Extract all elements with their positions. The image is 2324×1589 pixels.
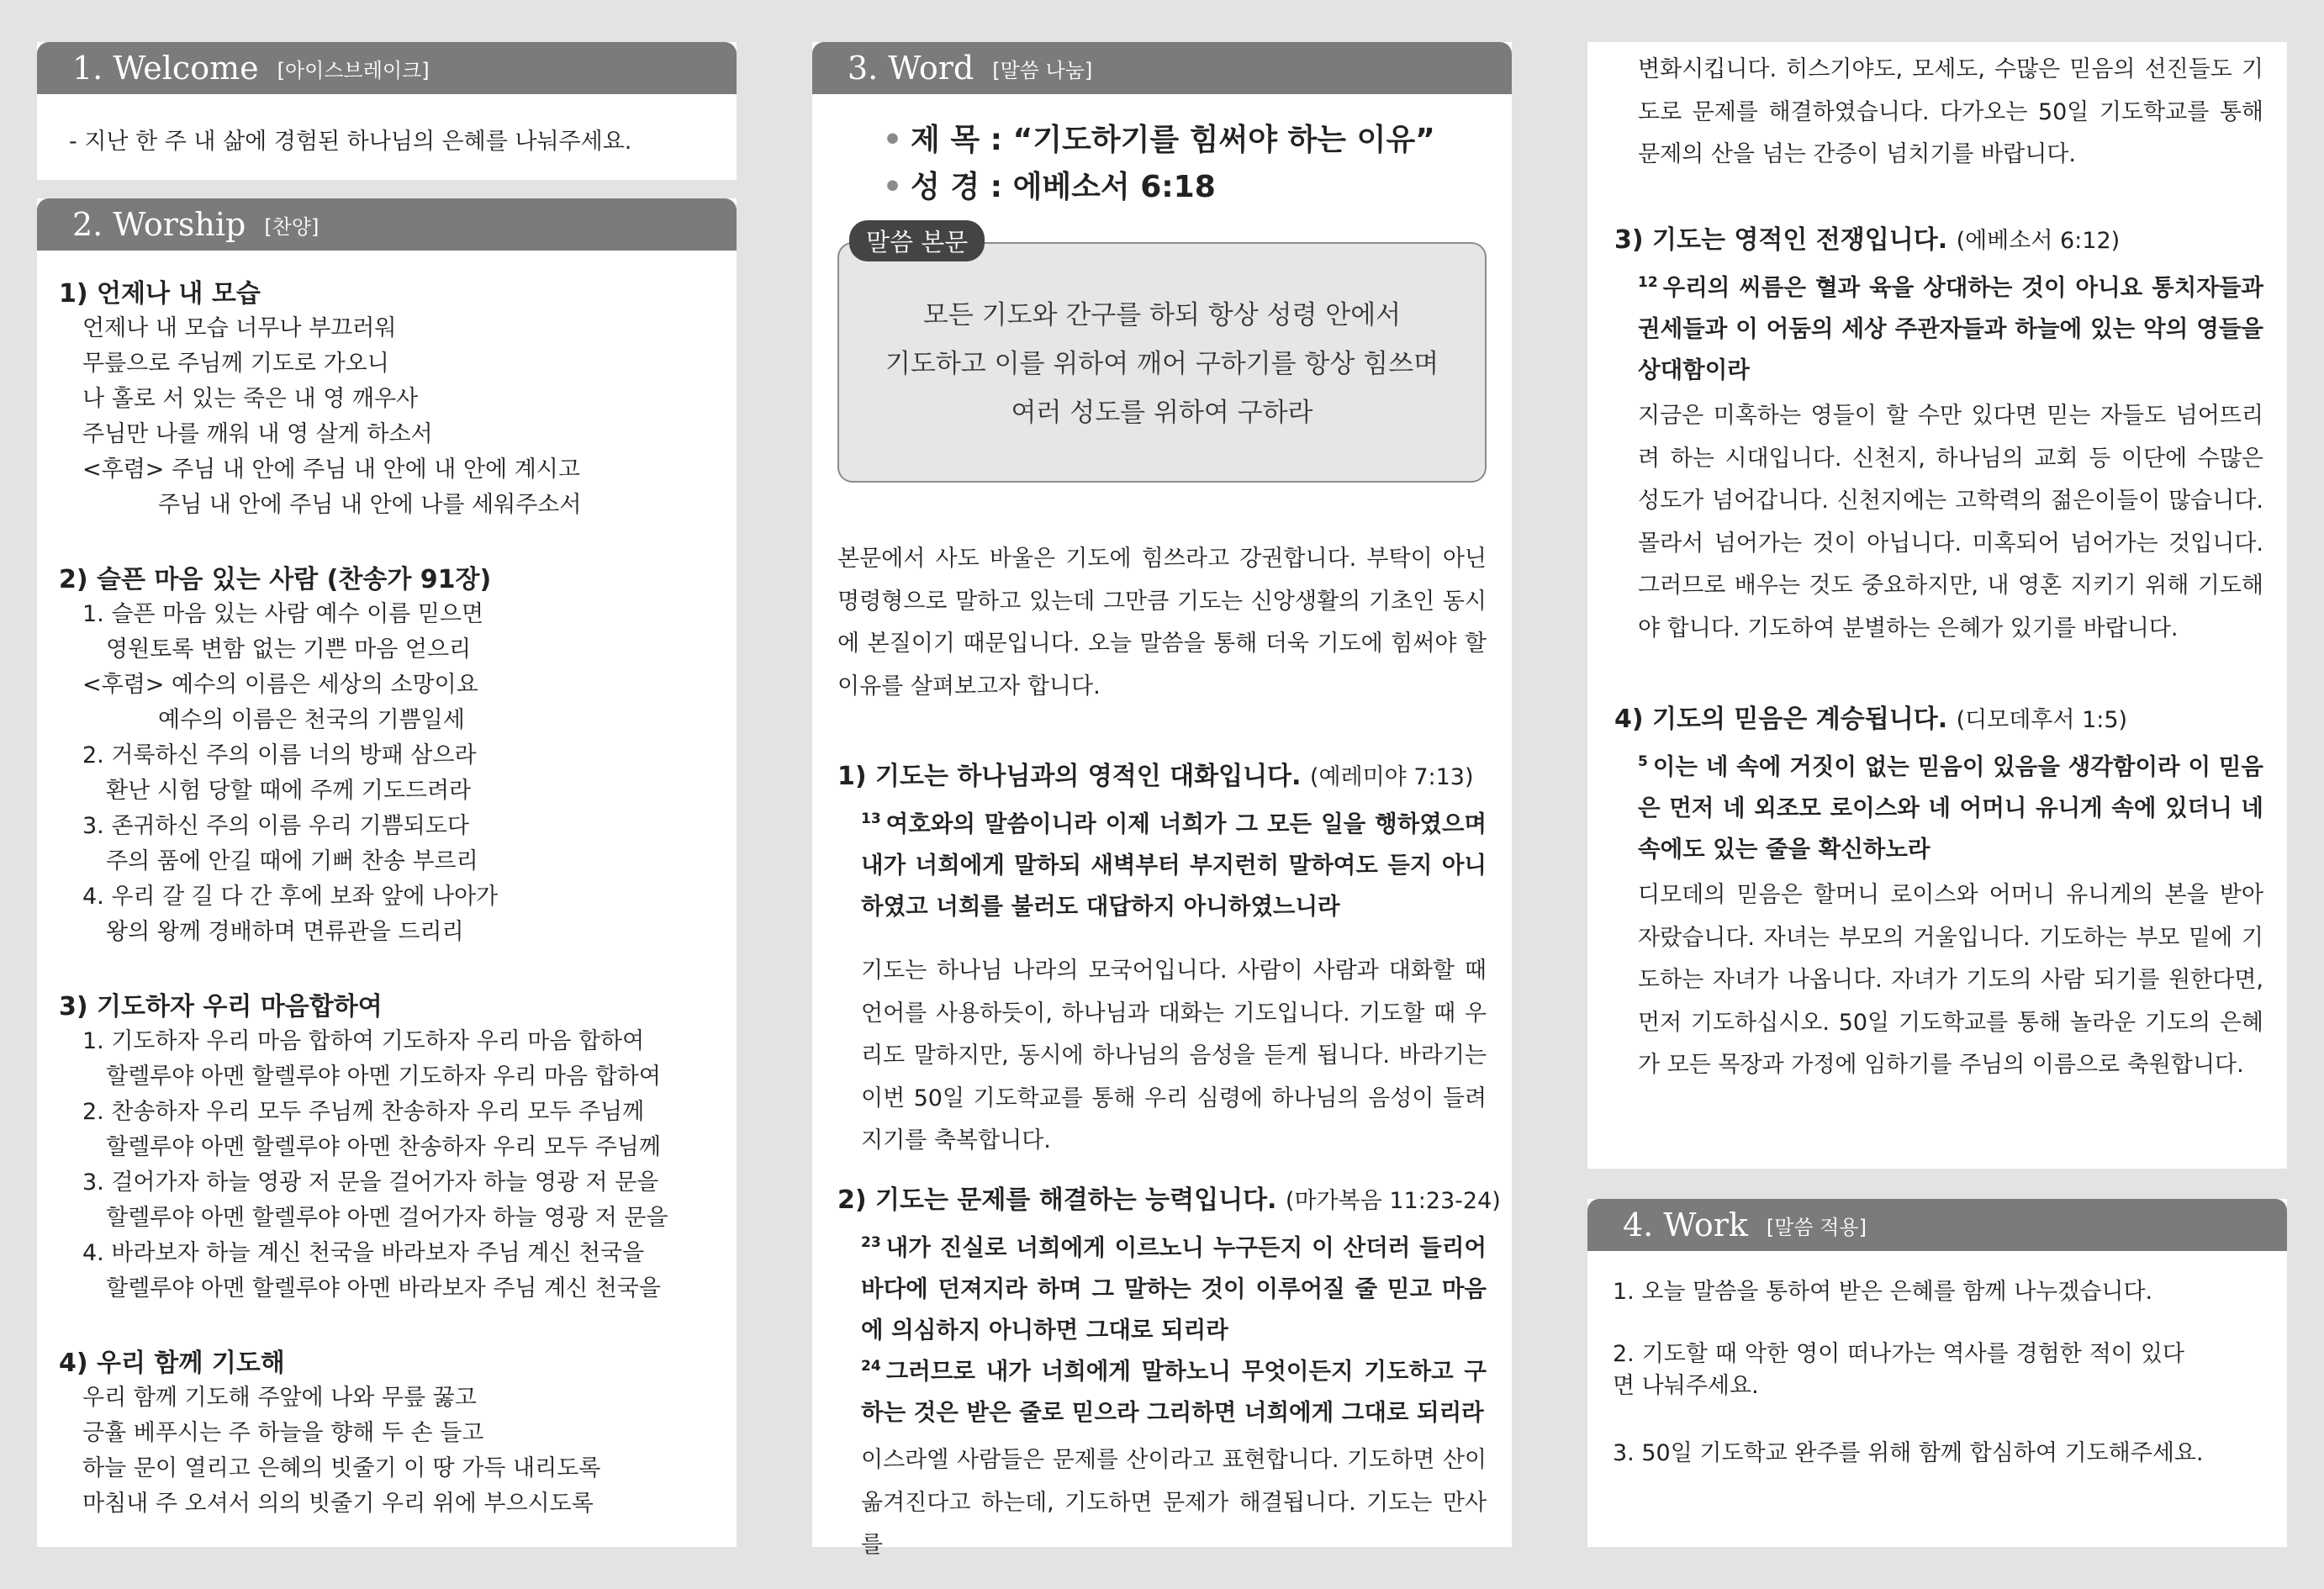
scripture-box-lines bbox=[839, 291, 1485, 437]
song-line: 할렐루야 아멘 할렐루야 아멘 찬송하자 우리 모두 주님께 bbox=[106, 1134, 661, 1160]
song-line: 2. 거룩하신 주의 이름 너의 방패 삼으라 bbox=[82, 742, 477, 768]
point-heading bbox=[1614, 698, 2127, 735]
welcome-text: - 지난 한 주 내 삶에 경험된 하나님의 은혜를 나눠주세요. bbox=[69, 129, 632, 155]
song-line: 긍휼 베푸시는 주 하늘을 향해 두 손 들고 bbox=[82, 1420, 484, 1446]
verse-number: 13 bbox=[861, 810, 881, 827]
bullet-icon: • bbox=[883, 123, 903, 157]
welcome-tag: [아이스브레이크] bbox=[277, 58, 430, 82]
verse-number: 23 bbox=[861, 1234, 881, 1251]
verse-body: 내가 진실로 너희에게 이르노니 누구든지 이 산더러 들리어 바다에 던져지라 하며 그 말하는 것이 이루어질 줄 믿고 마음에 의심하지 아니하면 그대로 되리라 bbox=[861, 1234, 1487, 1344]
song-line: 언제나 내 모습 너무나 부끄러워 bbox=[82, 315, 397, 341]
word-title: 3. Word bbox=[848, 50, 974, 87]
point-heading-text: 3) 기도는 영적인 전쟁입니다. bbox=[1614, 225, 1948, 255]
song-line: 3. 걸어가자 하늘 영광 저 문을 걸어가자 하늘 영광 저 문을 bbox=[82, 1169, 659, 1196]
point-heading-text: 4) 기도의 믿음은 계승됩니다. bbox=[1614, 705, 1948, 734]
point-body: 이스라엘 사람들은 문제를 산이라고 표현합니다. 기도하면 산이 옮겨진다고 하는데, 기도하면 문제가 해결됩니다. 기도는 만사를 bbox=[861, 1447, 1487, 1558]
work-tag: [말씀 적용] bbox=[1766, 1215, 1867, 1239]
scripture-row bbox=[883, 163, 1216, 206]
point-ref: (예레미야 7:13) bbox=[1309, 764, 1474, 790]
work-header bbox=[1587, 1199, 2287, 1251]
song-line: <후렴> 주님 내 안에 주님 내 안에 내 안에 계시고 bbox=[82, 457, 580, 483]
song-line: 할렐루야 아멘 할렐루야 아멘 기도하자 우리 마음 합하여 bbox=[106, 1064, 661, 1090]
song-line: 마침내 주 오셔서 의의 빗줄기 우리 위에 부으시도록 bbox=[82, 1491, 594, 1517]
point-heading bbox=[837, 1179, 1501, 1216]
scripture-line: 여러 성도를 위하여 구하라 bbox=[1011, 398, 1313, 428]
point-heading bbox=[837, 755, 1474, 792]
song-line: 2. 찬송하자 우리 모두 주님께 찬송하자 우리 모두 주님께 bbox=[82, 1099, 645, 1125]
welcome-section bbox=[37, 42, 737, 180]
song-line: 할렐루야 아멘 할렐루야 아멘 바라보자 주님 계신 천국을 bbox=[106, 1275, 661, 1301]
song-line: 주님 내 안에 주님 내 안에 나를 세워주소서 bbox=[158, 492, 582, 518]
scripture-line: 기도하고 이를 위하여 깨어 구하기를 항상 힘쓰며 bbox=[885, 349, 1439, 379]
verse-text bbox=[861, 799, 1487, 927]
sermon-title-row bbox=[883, 116, 1435, 159]
worship-header bbox=[37, 198, 737, 251]
continued-text: 변화시킵니다. 히스기야도, 모세도, 수많은 믿음의 선진들도 기도로 문제를 해결하였습니다. 다가오는 50일 기도학교를 통해 문제의 산을 넘는 간증이 넘치기를 바랍니다. bbox=[1638, 56, 2263, 167]
song-title: 4) 우리 함께 기도해 bbox=[59, 1349, 285, 1378]
worship-title: 2. Worship bbox=[72, 206, 246, 243]
sermon-title: “기도하기를 힘써야 하는 이유” bbox=[1012, 123, 1435, 157]
song-line: 4. 우리 갈 길 다 간 후에 보좌 앞에 나아가 bbox=[82, 884, 499, 910]
work-title: 4. Work bbox=[1623, 1206, 1748, 1243]
verse-body: 우리의 씨름은 혈과 육을 상대하는 것이 아니요 통치자들과 권세들과 이 어둠의 세상 주관자들과 하늘에 있는 악의 영들을 상대함이라 bbox=[1638, 274, 2263, 384]
verse-body: 그러므로 내가 너희에게 말하노니 무엇이든지 기도하고 구하는 것은 받은 줄로 믿으라 그리하면 너희에게 그대로 되리라 bbox=[861, 1358, 1487, 1427]
song-line: 하늘 문이 열리고 은혜의 빗줄기 이 땅 가득 내리도록 bbox=[82, 1455, 601, 1481]
work-item: 1. 오늘 말씀을 통하여 받은 은혜를 함께 나누겠습니다. bbox=[1613, 1279, 2153, 1305]
work-item: 2. 기도할 때 악한 영이 떠나가는 역사를 경험한 적이 있다면 나눠주세요. bbox=[1613, 1341, 2184, 1399]
song-line: 1. 기도하자 우리 마음 합하여 기도하자 우리 마음 합하여 bbox=[82, 1028, 645, 1054]
sermon-intro: 본문에서 사도 바울은 기도에 힘쓰라고 강권합니다. 부탁이 아닌 명령형으로 말하고 있는데 그만큼 기도는 신앙생활의 기초인 동시에 본질이기 때문입니다. 오늘 말씀을 통해 더욱 기도에 힘써야 할 이유를 살펴보고자 합니다. bbox=[837, 546, 1487, 699]
scripture-box bbox=[837, 242, 1487, 483]
word-tag: [말씀 나눔] bbox=[992, 58, 1093, 82]
song-line: 3. 존귀하신 주의 이름 우리 기쁨되도다 bbox=[82, 813, 469, 839]
song-line: 예수의 이름은 천국의 기쁨일세 bbox=[158, 707, 465, 733]
work-section bbox=[1587, 1199, 2287, 1547]
scripture-label: 성 경 : bbox=[911, 170, 1003, 204]
point-heading-text: 2) 기도는 문제를 해결하는 능력입니다. bbox=[837, 1185, 1277, 1215]
word-continued-section bbox=[1587, 42, 2287, 1169]
point-body: 지금은 미혹하는 영들이 할 수만 있다면 믿는 자들도 넘어뜨리려 하는 시대입니다. 신천지, 하나님의 교회 등 이단에 수많은 성도가 넘어갑니다. 신천지에는 고학력의 젊은이들이 많습니다. 몰라서 넘어가는 것이 아닙니다. 미혹되어 넘어가는 것입니다. 그러므로 배우는 것도 중요하지만, 내 영혼 지키기 위해 기도해야 합니다. 기도하여 분별하는 은혜가 있기를 바랍니다. bbox=[1638, 403, 2263, 641]
verse-text bbox=[1638, 262, 2263, 391]
song-line: 환난 시험 당할 때에 주께 기도드려라 bbox=[106, 778, 472, 804]
word-section bbox=[812, 42, 1512, 1558]
verse-number: 24 bbox=[861, 1358, 881, 1375]
verse-text bbox=[861, 1346, 1487, 1433]
verse-body: 이는 네 속에 거짓이 없는 믿음이 있음을 생각함이라 이 믿음은 먼저 네 외조모 로이스와 네 어머니 유니게 속에 있더니 네 속에도 있는 줄을 확신하노라 bbox=[1638, 753, 2263, 863]
song-line: 주님만 나를 깨워 내 영 살게 하소서 bbox=[82, 421, 433, 447]
point-heading bbox=[1614, 219, 2120, 256]
point-body: 디모데의 믿음은 할머니 로이스와 어머니 유니게의 본을 받아 자랐습니다. 자녀는 부모의 거울입니다. 기도하는 부모 밑에 기도하는 자녀가 나옵니다. 자녀가 기도의 사람 되기를 원한다면, 먼저 기도하십시오. 50일 기도학교를 통해 놀라운 기도의 은혜가 모든 목장과 가정에 임하기를 주님의 이름으로 축원합니다. bbox=[1638, 882, 2263, 1078]
word-header bbox=[812, 42, 1512, 94]
point-ref: (디모데후서 1:5) bbox=[1956, 707, 2128, 733]
song-line: 할렐루야 아멘 할렐루야 아멘 걸어가자 하늘 영광 저 문을 bbox=[106, 1205, 668, 1231]
song-title: 1) 언제나 내 모습 bbox=[59, 279, 261, 309]
song-line: 왕의 왕께 경배하며 면류관을 드리리 bbox=[106, 919, 464, 945]
scripture-box-label: 말씀 본문 bbox=[849, 220, 985, 261]
work-item: 3. 50일 기도학교 완주를 위해 함께 합심하여 기도해주세요. bbox=[1613, 1440, 2204, 1466]
verse-number: 12 bbox=[1638, 274, 1658, 291]
bullet-icon: • bbox=[883, 170, 903, 204]
point-ref: (마가복음 11:23-24) bbox=[1285, 1188, 1501, 1214]
verse-text bbox=[1638, 742, 2263, 870]
song-line: 주의 품에 안길 때에 기뻐 찬송 부르리 bbox=[106, 848, 478, 874]
point-ref: (에베소서 6:12) bbox=[1956, 228, 2121, 254]
song-line: 4. 바라보자 하늘 계신 천국을 바라보자 주님 계신 천국을 bbox=[82, 1240, 645, 1266]
point-heading-text: 1) 기도는 하나님과의 영적인 대화입니다. bbox=[837, 762, 1302, 791]
welcome-header bbox=[37, 42, 737, 94]
worship-tag: [찬양] bbox=[264, 214, 320, 239]
welcome-title: 1. Welcome bbox=[72, 50, 259, 87]
verse-number: 5 bbox=[1638, 753, 1648, 770]
song-line: <후렴> 예수의 이름은 세상의 소망이요 bbox=[82, 672, 478, 698]
point-body: 기도는 하나님 나라의 모국어입니다. 사람이 사람과 대화할 때 언어를 사용하듯이, 하나님과 대화는 기도입니다. 기도할 때 우리도 말하지만, 동시에 하나님의 음성을 듣게 됩니다. 바라기는 이번 50일 기도학교를 통해 우리 심령에 하나님의 음성이 들려지기를 축복합니다. bbox=[861, 958, 1487, 1153]
scripture-line: 모든 기도와 간구를 하되 항상 성령 안에서 bbox=[922, 300, 1402, 330]
song-title: 2) 슬픈 마음 있는 사람 (찬송가 91장) bbox=[59, 565, 492, 594]
song-line: 1. 슬픈 마음 있는 사람 예수 이름 믿으면 bbox=[82, 601, 484, 627]
verse-body: 여호와의 말씀이니라 이제 너희가 그 모든 일을 행하였으며 내가 너희에게 말하되 새벽부터 부지런히 말하여도 듣지 아니하였고 너희를 불러도 대답하지 아니하였느니라 bbox=[861, 810, 1487, 921]
song-line: 영원토록 변함 없는 기쁜 마음 얻으리 bbox=[106, 636, 472, 663]
scripture-ref: 에베소서 6:18 bbox=[1012, 170, 1216, 204]
worship-section bbox=[37, 198, 737, 1547]
song-line: 우리 함께 기도해 주앞에 나와 무릎 꿇고 bbox=[82, 1385, 477, 1411]
song-line: 무릎으로 주님께 기도로 가오니 bbox=[82, 351, 389, 377]
song-line: 나 홀로 서 있는 죽은 내 영 깨우사 bbox=[82, 386, 419, 412]
sermon-title-label: 제 목 : bbox=[911, 123, 1003, 157]
song-title: 3) 기도하자 우리 마음합하여 bbox=[59, 992, 383, 1022]
verse-text bbox=[861, 1222, 1487, 1351]
